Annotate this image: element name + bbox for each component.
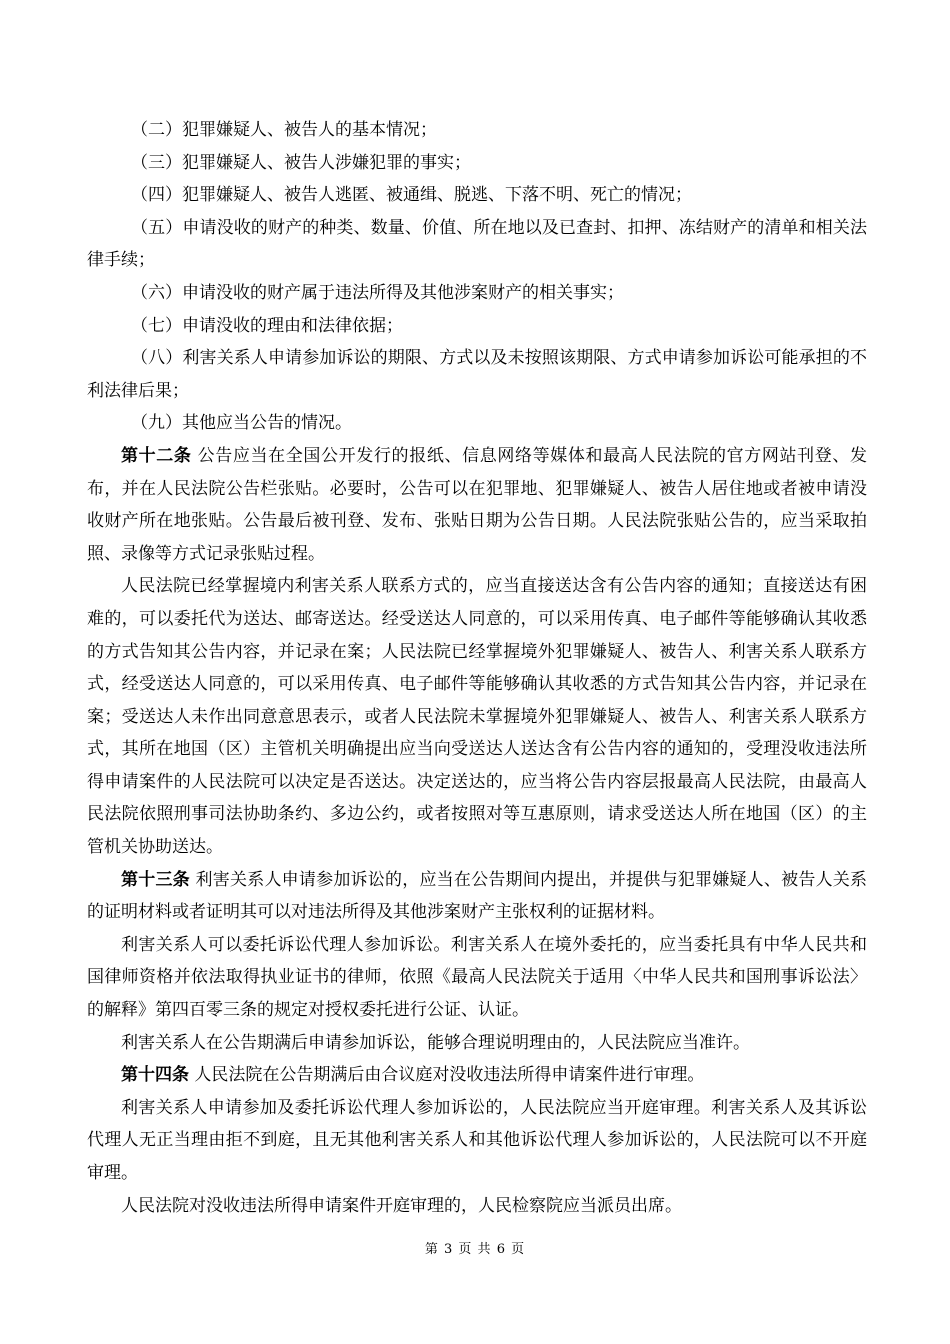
article-13-text: 利害关系人申请参加诉讼的，应当在公告期间内提出，并提供与犯罪嫌疑人、被告人关系的证明材料或者证明其可以对违法所得及其他涉案财产主张权利的证据材料。: [87, 869, 868, 923]
list-item-5: （五）申请没收的财产的种类、数量、价值、所在地以及已查封、扣押、冻结财产的清单和相关法律手续；: [87, 217, 867, 271]
article-14-text: 人民法院在公告期满后由合议庭对没收违法所得申请案件进行审理。: [194, 1065, 705, 1086]
list-item-4: （四）犯罪嫌疑人、被告人逃匿、被通缉、脱逃、下落不明、死亡的情况；: [131, 185, 692, 206]
article-14-paragraph-2: 利害关系人申请参加及委托诉讼代理人参加诉讼的，人民法院应当开庭审理。利害关系人及其诉讼代理人无正当理由拒不到庭，且无其他利害关系人和其他诉讼代理人参加诉讼的，人民法院可以不开庭审理。: [87, 1097, 867, 1183]
list-item-8: （八）利害关系人申请参加诉讼的期限、方式以及未按照该期限、方式申请参加诉讼可能承担的不利法律后果；: [87, 348, 867, 401]
article-14-title: 第十四条: [121, 1065, 189, 1086]
article-13: [87, 864, 867, 929]
document-body: [87, 114, 867, 1222]
article-13-title: 第十三条: [121, 869, 190, 890]
list-item-7: （七）申请没收的理由和法律依据；: [131, 315, 403, 336]
article-12: [87, 440, 867, 570]
list-item-3: （三）犯罪嫌疑人、被告人涉嫌犯罪的事实；: [131, 152, 471, 173]
article-13-paragraph-3: 利害关系人在公告期满后申请参加诉讼，能够合理说明理由的，人民法院应当准许。: [121, 1032, 750, 1053]
article-13-paragraph-2: 利害关系人可以委托诉讼代理人参加诉讼。利害关系人在境外委托的，应当委托具有中华人民共和国律师资格并依法取得执业证书的律师，依照《最高人民法院关于适用〈中华人民共和国刑事诉讼法〉的解释》第四百零三条的规定对授权委托进行公证、认证。: [87, 934, 867, 1021]
article-12-text: 公告应当在全国公开发行的报纸、信息网络等媒体和最高人民法院的官方网站刊登、发布，并在人民法院公告栏张贴。必要时，公告可以在犯罪地、犯罪嫌疑人、被告人居住地或者被申请没收财产所在地张贴。公告最后被刊登、发布、张贴日期为公告日期。人民法院张贴公告的，应当采取拍照、录像等方式记录张贴过程。: [87, 445, 868, 564]
list-item-6: （六）申请没收的财产属于违法所得及其他涉案财产的相关事实；: [131, 282, 624, 303]
article-12-paragraph-2: 人民法院已经掌握境内利害关系人联系方式的，应当直接送达含有公告内容的通知；直接送达有困难的，可以委托代为送达、邮寄送达。经受送达人同意的，可以采用传真、电子邮件等能够确认其收悉的方式告知其公告内容，并记录在案；人民法院已经掌握境外犯罪嫌疑人、被告人、利害关系人联系方式，经受送达人同意的，可以采用传真、电子邮件等能够确认其收悉的方式告知其公告内容，并记录在案；受送达人未作出同意意思表示，或者人民法院未掌握境外犯罪嫌疑人、被告人、利害关系人联系方式，其所在地国（区）主管机关明确提出应当向受送达人送达含有公告内容的通知的，受理没收违法所得申请案件的人民法院可以决定是否送达。决定送达的，应当将公告内容层报最高人民法院，由最高人民法院依照刑事司法协助条约、多边公约，或者按照对等互惠原则，请求受送达人所在地国（区）的主管机关协助送达。: [87, 576, 867, 858]
list-item-9: （九）其他应当公告的情况。: [131, 413, 352, 434]
article-12-title: 第十二条: [121, 445, 192, 466]
list-item-2: （二）犯罪嫌疑人、被告人的基本情况；: [131, 120, 437, 140]
article-14: [87, 1059, 867, 1092]
article-14-paragraph-3: 人民法院对没收违法所得申请案件开庭审理的，人民检察院应当派员出席。: [121, 1195, 682, 1216]
page-number-footer: 第 3 页 共 6 页: [424, 1242, 526, 1257]
